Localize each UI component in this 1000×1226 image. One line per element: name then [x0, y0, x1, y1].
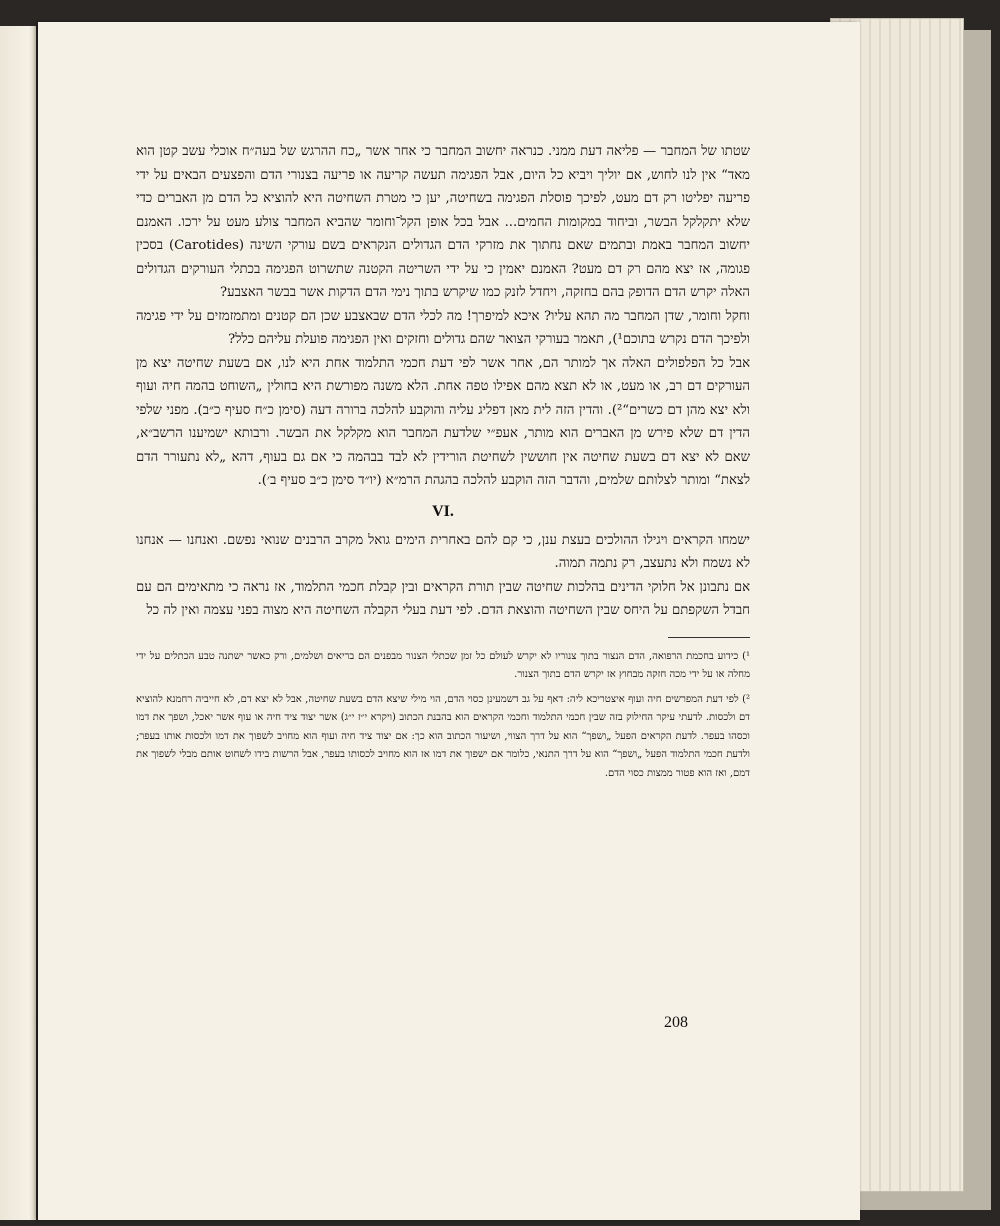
left-page-margin: [0, 26, 36, 1220]
footnote-divider: [668, 637, 750, 638]
paragraph: וחקל וחומר, שדן המחבר מה תהא עליו? איכא למיפרך! מה לכלי הדם שבאצבע שכן הם קטנים ומתמזמזים על ידי פגימה ולפיכך הדם נקרש בתוכם¹), תאמר בעורקי הצואר שהם גדולים וחזקים ואין הפגימה פועלת עליהם כלל?: [136, 308, 750, 347]
footnote: ¹) כידוע בחכמת הרפואה, הדם הנצור בתוך צנוריו לא יקרש לעולם כל זמן שכתלי הצנור מבפנים הם בריאים ושלמים, ורק כאשר ישתנה טבע הכתלים על ידי מחלה או על ידי מכה חזקה מבחוץ אז יקרש הדם בתוך הצנור.: [136, 650, 750, 680]
book-page: [38, 22, 860, 1220]
paragraph: שטתו של המחבר — פליאה דעת ממני. כנראה יחשוב המחבר כי אחר אשר „כח ההרגש של בעה״ח אוכלי עשב קטן הוא מאד“ אין לנו לחוש, אם יוליך ויביא כל היום, אבל הפגימה תעשה קריעה או פריעה בצנורי הדם והפצעים הבאים על ידי פריעה יפליטו רק דם מעט, לפיכך פוסלת הפגימה בשחיטה, יען כי מטרת השחיטה היא להוציא כל הדם מן האברים כדי שלא יתקלקל הבשר, וביחוד במקומות החמים... אבל בכל אופן הקל־וחומר שהביא המחבר צולע מעט על ירכו. האמנם יחשוב המחבר באמת ובתמים שאם נחתוך את מזרקי הדם הגדולים הנקראים בשם עורקי השינה (Carotides) בסכין פגומה, אז יצא מהם רק דם מעט? האמנם יאמין כי על ידי השריטה הקטנה שתשרוט הפגימה בכתלי העורקים הגדולים האלה יקרש הדם הדופק בהם בחזקה, ויחדל לזנק כמו שיקרש בתוך נימי הדם הדקות אשר בבשר האצבע?: [136, 144, 750, 300]
paragraph: אבל כל הפלפולים האלה אך למותר הם, אחר אשר לפי דעת חכמי התלמוד אחת היא לנו, אם בשעת שחיטה יצא מן העורקים דם רב, או מעט, או לא תצא מהם אפילו טפה אחת. הלא משנה מפורשת היא בחולין „השוחט בהמה חיה ועוף ולא יצא מהן דם כשרים“²). והדין הזה לית מאן דפליג עליה והוקבע להלכה ברורה דעה (סימן כ״ח סעיף כ״ב). מפני שלפי הדין דם שלא פירש מן האברים הוא מותר, אעפ״י שלדעת המחבר הוא מקלקל את הבשר. ורבותא ישמיענו הרשב״א, שאם לא יצא דם בשעת שחיטה אין חוששין לשחיטת הורידין לא לבד בבהמה כי אם גם בעוף, דהא „לא נתעורר הדם לצאת“ ומותר לצלותם שלמים, והדבר הזה הוקבע להלכה בהגהת הרמ״א (יו״ד סימן כ״ב סעיף ב׳).: [136, 355, 750, 488]
main-text-block: [136, 140, 750, 789]
paragraph: ישמחו הקראים ויגילו ההולכים בעצת ענן, כי קם להם באחרית הימים גואל מקרב הרבנים שנואי נפשם. ואנחנו — אנחנו לא נשמח ולא נתעצב, רק נתמה תמוה.: [136, 532, 750, 571]
section-heading: VI.: [432, 502, 454, 520]
page-number: 208: [664, 1014, 688, 1031]
footnote: ²) לפי דעת המפרשים חיה ועוף איצטריכא ליה: דאף על גב דשמעינן כסוי הדם, הוי מילי שיצא הדם בשעת שחיטה, אבל לא יצא דם, לא חייביה רחמנא להוציא דם ולכסות. לדעתי עיקר החילוק בזה שבין חכמי התלמוד וחכמי הקראים הוא בהבנת הכתוב (ויקרא י״ז י״ג) אשר יצוד ציד חיה או עוף אשר יאכל, ושפך את דמו וכסהו בעפר. לדעת הקראים הפעל „ושפך“ הוא על דרך הצווי, ושיעור הכתוב הוא כך: אם יצוד ציד חיה ועוף הוא מחויב לשפוך את דמו ולכסות אותו בעפר; ולדעת חכמי התלמוד הפעל „ושפך“ הוא על דרך התנאי, כלומר אם ישפוך את דמו אז הוא מחויב לכסותו בעפר, אבל הרשות בידו לשחוט אותם מבלי לשפוך את דמם, ואז הוא פטור ממצות כסוי הדם.: [136, 693, 750, 779]
paragraph: אם נתבונן אל חלוקי הדינים בהלכות שחיטה שבין תורת הקראים ובין קבלת חכמי התלמוד, אז נראה כי מתאימים הם עם חבדל השקפתם על היחס שבין השחיטה והוצאת הדם. לפי דעת בעלי הקבלה השחיטה היא מצוה בפני עצמה ואין לה כל: [136, 579, 750, 618]
